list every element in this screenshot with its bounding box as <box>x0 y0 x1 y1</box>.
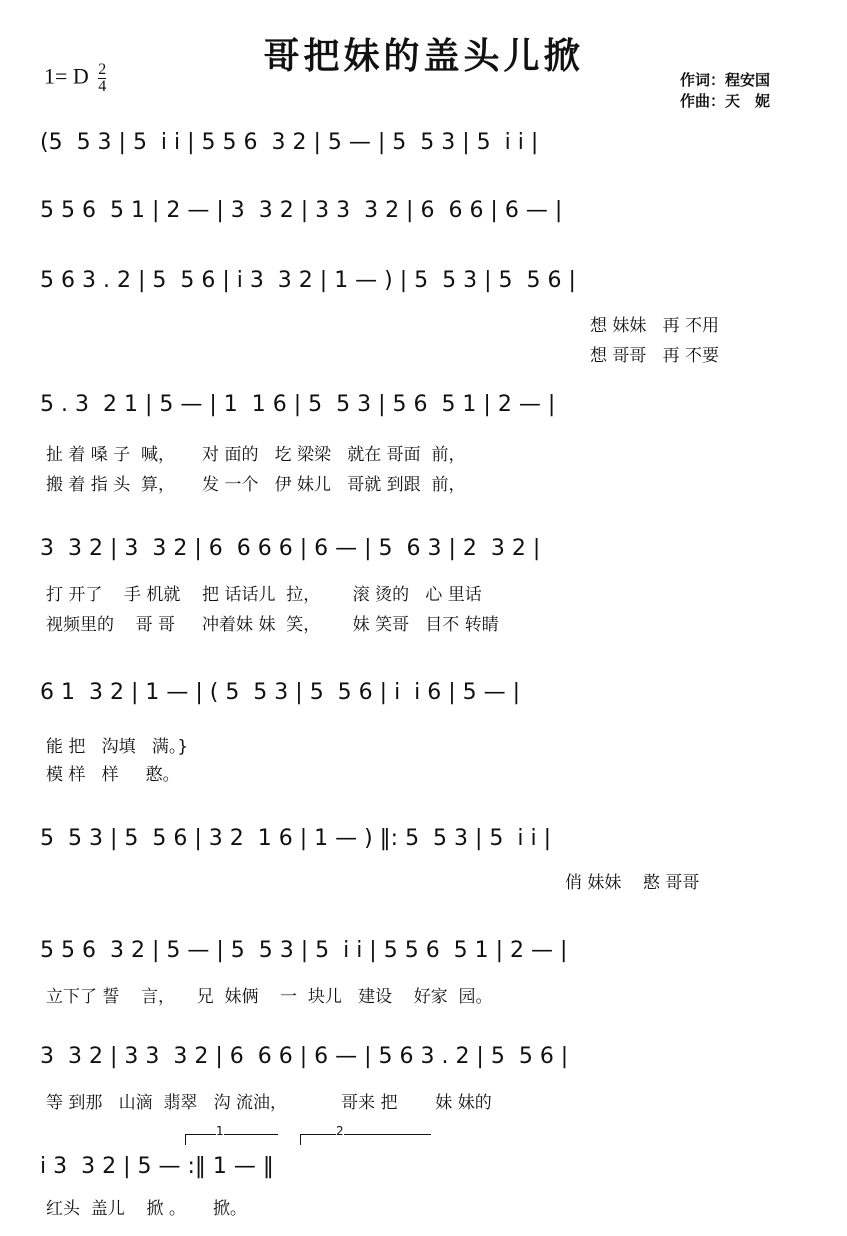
notation-line-10: i 3 3 2 | 5 — :‖ 1 — ‖ <box>40 1154 274 1179</box>
volta-bracket-2 <box>300 1124 431 1145</box>
notation-line-6: 6 1 3 2 | 1 — | ( 5 5 3 | 5 5 6 | i i 6 | 5 — | <box>40 680 521 705</box>
notation-line-4: 5 . 3 2 1 | 5 — | 1 1 6 | 5 5 3 | 5 6 5 1 | 2 — | <box>40 392 556 417</box>
lyric-line-3-1: 想 妹妹 再 不用 <box>590 316 720 336</box>
time-sig-top: 2 <box>98 61 107 78</box>
lyric-line-4-1: 扯 着 嗓 子 喊， 对 面的 圪 梁梁 就在 哥面 前， <box>46 445 466 465</box>
notation-line-3: 5 6 3 . 2 | 5 5 6 | i 3 3 2 | 1 — ) | 5 5 3 | 5 5 6 | <box>40 268 576 293</box>
lyric-line-10-1: 红头 盖儿 掀 。 掀。 <box>46 1199 247 1219</box>
lyric-line-4-2: 搬 着 指 头 算， 发 一个 伊 妹儿 哥就 到跟 前， <box>46 475 466 495</box>
lyric-line-5-1: 打 开了 手 机就 把 话话儿 拉， 滚 烫的 心 里话 <box>46 585 482 605</box>
time-signature <box>98 62 106 95</box>
key-label: 1= D <box>44 63 89 89</box>
notation-line-2: 5 5 6 5 1 | 2 — | 3 3 2 | 3 3 3 2 | 6 6 6 | 6 — | <box>40 198 563 223</box>
time-sig-bottom: 4 <box>98 78 107 95</box>
notation-line-1: (5 5 3 | 5 i i | 5 5 6 3 2 | 5 — | 5 5 3 | 5 i i | <box>40 130 539 155</box>
lyric-line-9-1: 等 到那 山滴 翡翠 沟 流油， 哥来 把 妹 妹的 <box>46 1093 492 1113</box>
credits <box>680 70 770 112</box>
lyricist: 作词：程安国 <box>680 71 771 89</box>
volta-2-label: 2 <box>336 1124 344 1138</box>
lyric-line-5-2: 视频里的 哥 哥 冲着妹 妹 笑， 妹 笑哥 目不 转睛 <box>46 615 499 635</box>
lyric-line-7-1: 俏 妹妹 憨 哥哥 <box>565 873 700 893</box>
lyric-line-6-1: 能 把 沟填 满。} <box>46 737 189 757</box>
lyric-line-6-2: 模 样 样 憨。 <box>46 765 180 785</box>
lyric-line-8-1: 立下了 誓 言， 兄 妹俩 一 块儿 建设 好家 园。 <box>46 987 493 1007</box>
volta-1-label: 1 <box>216 1124 224 1138</box>
notation-line-7: 5 5 3 | 5 5 6 | 3 2 1 6 | 1 — ) ‖: 5 5 3 | 5 i i | <box>40 826 552 851</box>
notation-line-5: 3 3 2 | 3 3 2 | 6 6 6 6 | 6 — | 5 6 3 | 2 3 2 | <box>40 536 541 561</box>
key-signature <box>44 62 106 95</box>
composer: 作曲：天 妮 <box>680 92 771 110</box>
notation-line-9: 3 3 2 | 3 3 3 2 | 6 6 6 | 6 — | 5 6 3 . 2 | 5 5 6 | <box>40 1044 569 1069</box>
volta-bracket-1 <box>185 1124 278 1145</box>
notation-line-8: 5 5 6 3 2 | 5 — | 5 5 3 | 5 i i | 5 5 6 5 1 | 2 — | <box>40 938 568 963</box>
lyric-line-3-2: 想 哥哥 再 不要 <box>590 346 720 366</box>
song-title: 哥把妹的盖头儿掀 <box>263 35 584 77</box>
